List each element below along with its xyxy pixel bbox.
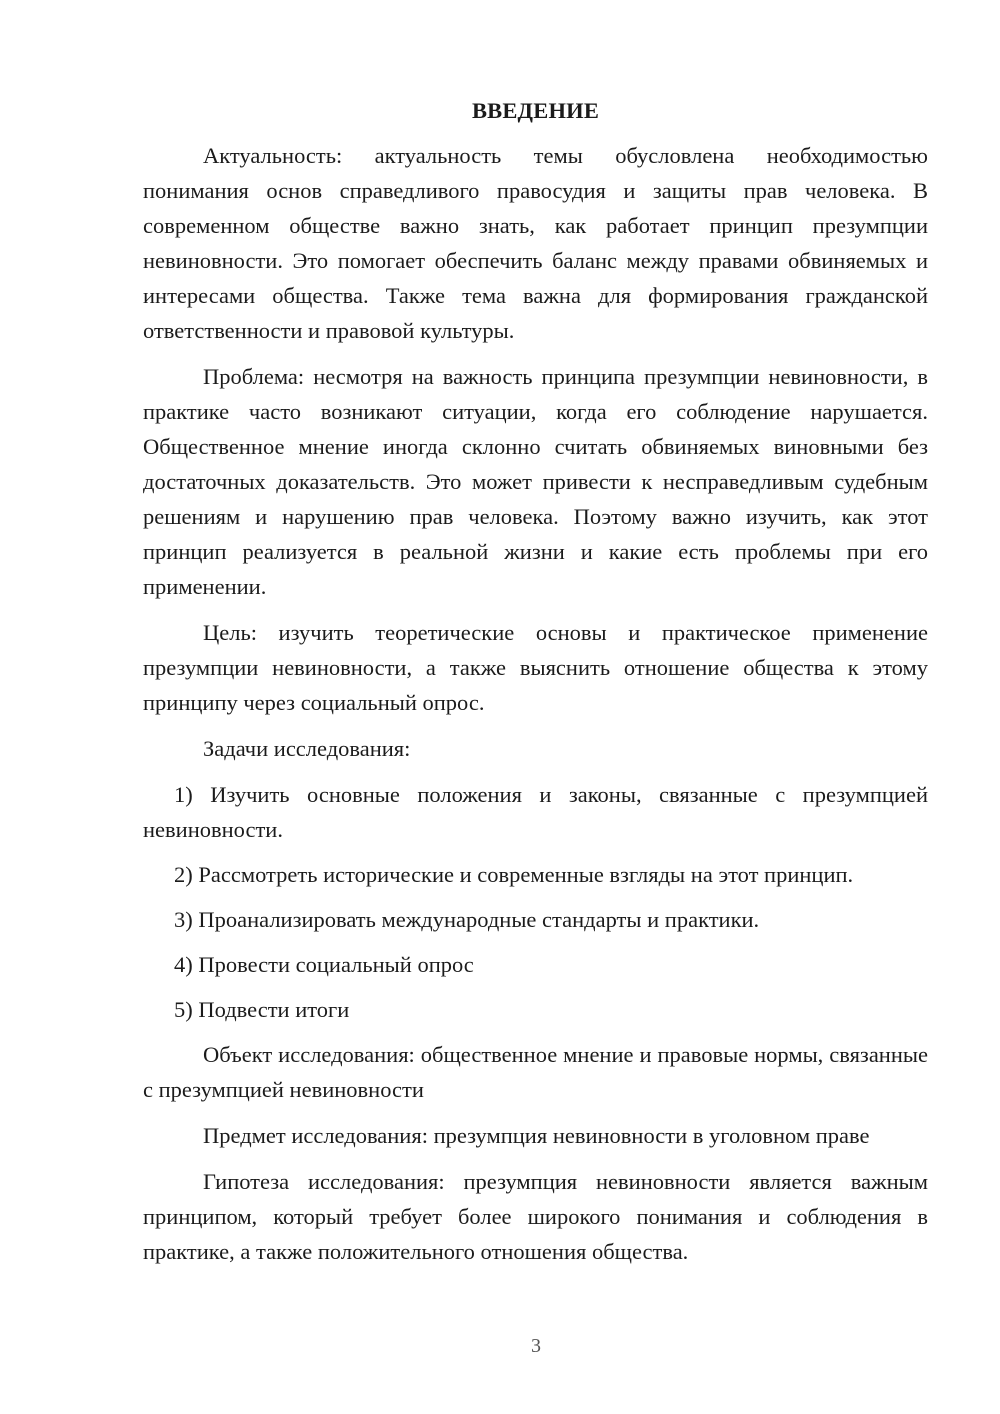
section-heading: ВВЕДЕНИЕ: [471, 98, 600, 123]
object-paragraph: Объект исследования: общественное мнение и правовые нормы, связанные с презумпцией невиновности: [143, 1042, 928, 1102]
problem-paragraph: Проблема: несмотря на важность принципа презумпции невиновности, в практике часто возникают ситуации, когда его соблюдение нарушается. Общественное мнение иногда склонно считать обвиняемых виновными без достаточных доказательств. Это может привести к несправедливым судебным решениям и нарушению прав человека. Поэтому важно изучить, как этот принцип реализуется в реальной жизни и какие есть проблемы при его применении.: [143, 364, 928, 599]
relevance-paragraph: Актуальность: актуальность темы обусловлена необходимостью понимания основ справедливого правосудия и защиты прав человека. В современном обществе важно знать, как работает принцип презумпции невиновности. Это помогает обеспечить баланс между правами обвиняемых и интересами общества. Также тема важна для формирования гражданской ответственности и правовой культуры.: [143, 143, 928, 343]
task-item: 2) Рассмотреть исторические и современные взгляды на этот принцип.: [174, 862, 854, 887]
goal-paragraph: Цель: изучить теоретические основы и практическое применение презумпции невиновности, а также выяснить отношение общества к этому принципу через социальный опрос.: [143, 620, 928, 715]
task-item: 5) Подвести итоги: [174, 997, 350, 1022]
tasks-label: Задачи исследования:: [203, 736, 411, 761]
tasks-list: [143, 777, 928, 1027]
task-item: 1) Изучить основные положения и законы, связанные с презумпцией невиновности.: [143, 782, 928, 842]
task-item: 3) Проанализировать международные стандарты и практики.: [174, 907, 760, 932]
page-number: 3: [531, 1335, 541, 1357]
task-item: 4) Провести социальный опрос: [174, 952, 474, 977]
hypothesis-paragraph: Гипотеза исследования: презумпция невиновности является важным принципом, который требует более широкого понимания и соблюдения в практике, а также положительного отношения общества.: [143, 1169, 928, 1264]
subject-paragraph: Предмет исследования: презумпция невиновности в уголовном праве: [203, 1123, 870, 1148]
page-content: [143, 96, 928, 1280]
